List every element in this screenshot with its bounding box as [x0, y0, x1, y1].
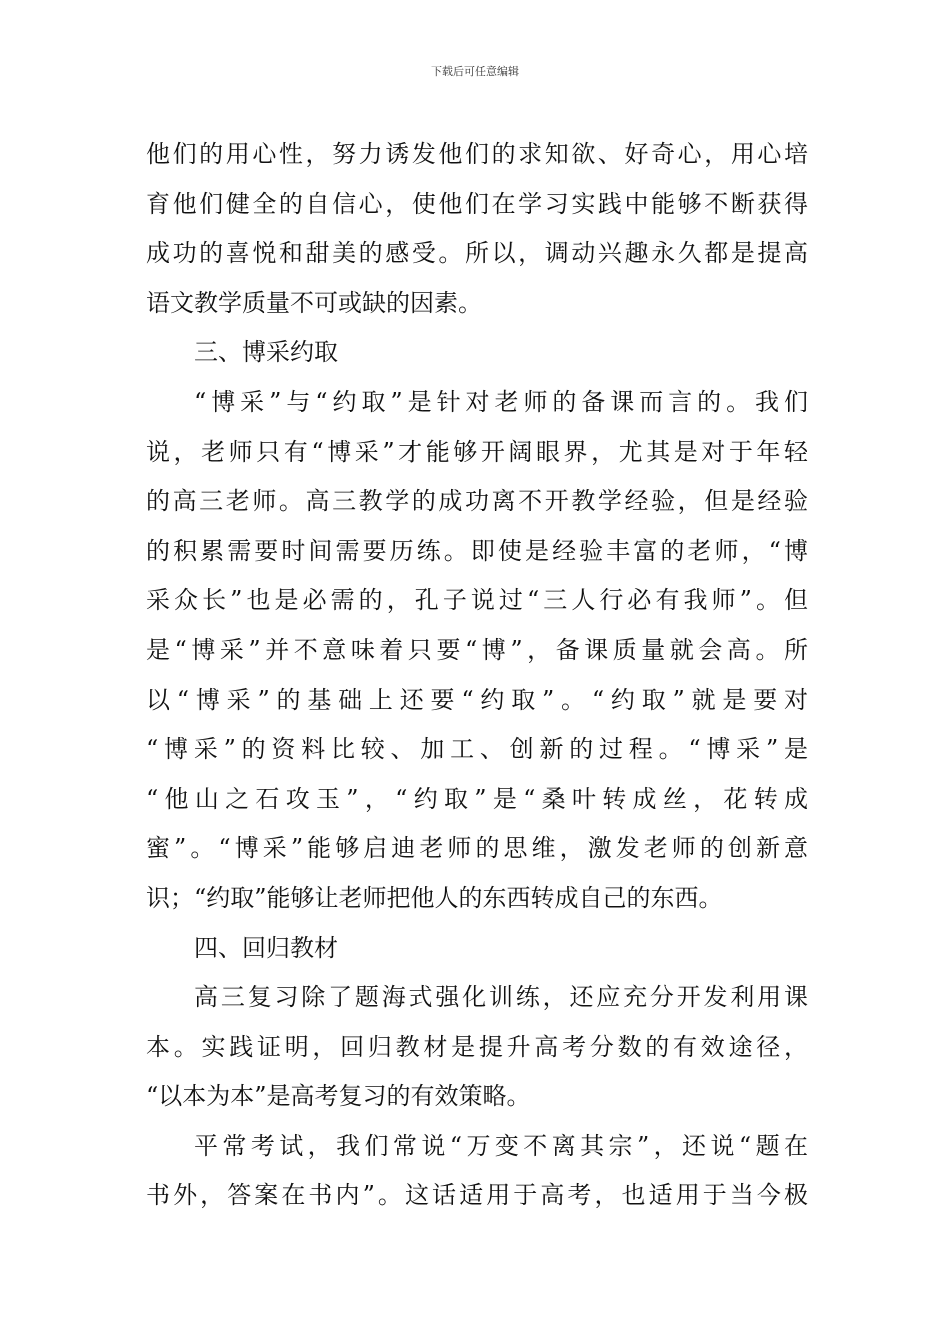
text-line: 的高三老师。高三教学的成功离不开教学经验，但是经验 [146, 487, 808, 516]
text-line: “他山之石攻玉”，“约取”是“桑叶转成丝，花转成 [146, 784, 808, 813]
text-line: 说，老师只有“博采”才能够开阔眼界，尤其是对于年轻 [146, 437, 808, 466]
text-line: 蜜”。“博采”能够启迪老师的思维，激发老师的创新意 [146, 834, 808, 863]
text-line: 他们的用心性，努力诱发他们的求知欲、好奇心，用心培 [146, 140, 808, 168]
text-line: 平常考试，我们常说“万变不离其宗”，还说“题在 [194, 1131, 808, 1160]
text-line: “以本为本”是高考复习的有效策略。 [146, 1082, 531, 1111]
text-line: 育他们健全的自信心，使他们在学习实践中能够不断获得 [146, 189, 808, 218]
text-line: 语文教学质量不可或缺的因素。 [146, 288, 482, 317]
text-line: 本。实践证明，回归教材是提升高考分数的有效途径， [146, 1032, 808, 1061]
page-header: 下载后可任意编辑 [431, 65, 519, 78]
text-line: “博采”的资料比较、加工、创新的过程。“博采”是 [146, 735, 808, 764]
text-line: 成功的喜悦和甜美的感受。所以，调动兴趣永久都是提高 [146, 239, 808, 268]
text-line: 的积累需要时间需要历练。即使是经验丰富的老师，“博 [146, 536, 808, 565]
section-heading: 三、博采约取 [194, 338, 338, 367]
text-line: 采众长”也是必需的，孔子说过“三人行必有我师”。但 [146, 586, 808, 615]
text-line: 识；“约取”能够让老师把他人的东西转成自己的东西。 [146, 883, 723, 912]
text-line: 书外，答案在书内”。这话适用于高考，也适用于当今极 [146, 1181, 808, 1210]
document-body [146, 130, 808, 1221]
text-line: 是“博采”并不意味着只要“博”，备课质量就会高。所 [146, 635, 808, 664]
section-heading: 四、回归教材 [194, 933, 338, 962]
text-line: 以“博采”的基础上还要“约取”。“约取”就是要对 [146, 685, 808, 714]
text-line: 高三复习除了题海式强化训练，还应充分开发利用课 [194, 983, 808, 1012]
text-line: “博采”与“约取”是针对老师的备课而言的。我们 [194, 387, 808, 416]
